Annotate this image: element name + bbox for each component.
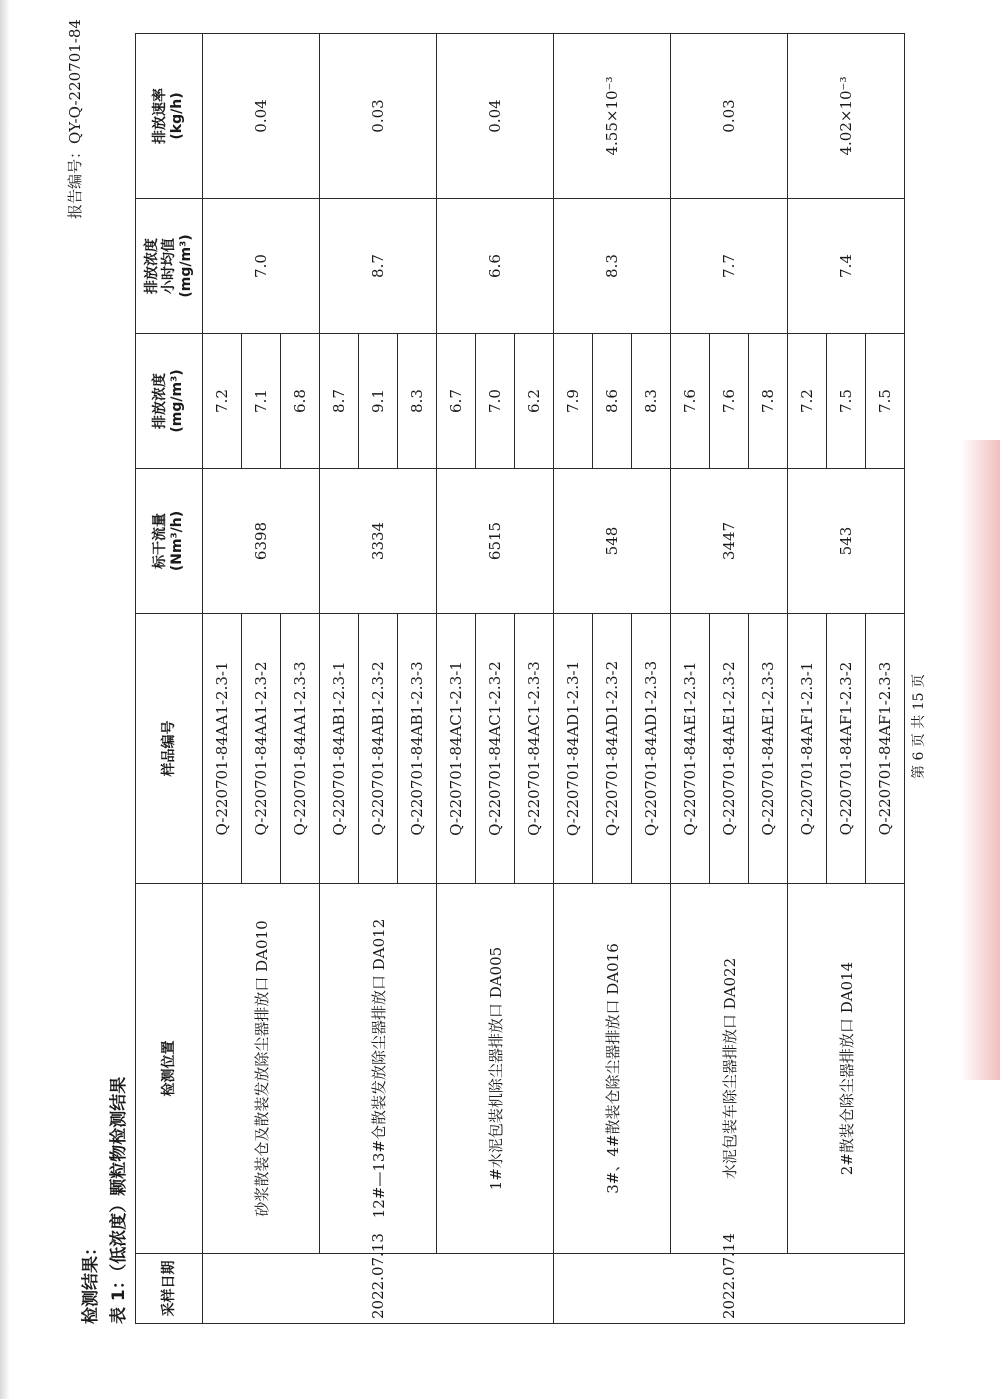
concentration-cell: 8.6: [593, 334, 632, 469]
sample-id-cell: Q-220701-84AE1-2.3-2: [710, 614, 749, 884]
col-date: 采样日期: [136, 1254, 203, 1324]
emission-rate-cell: 0.03: [671, 34, 788, 199]
col-location: 检测位置: [136, 884, 203, 1254]
concentration-cell: 7.5: [866, 334, 905, 469]
flow-cell: 3447: [671, 469, 788, 614]
sample-id-cell: Q-220701-84AD1-2.3-2: [593, 614, 632, 884]
concentration-cell: 7.2: [203, 334, 242, 469]
table-title: 表 1：（低浓度）颗粒物检测结果: [109, 1076, 129, 1324]
emission-rate-cell: 0.04: [203, 34, 320, 199]
sample-id-cell: Q-220701-84AF1-2.3-1: [788, 614, 827, 884]
concentration-cell: 7.8: [749, 334, 788, 469]
concentration-cell: 7.9: [554, 334, 593, 469]
date-cell: 2022.07.13: [203, 1254, 554, 1324]
sample-id-cell: Q-220701-84AD1-2.3-3: [632, 614, 671, 884]
concentration-cell: 6.8: [281, 334, 320, 469]
concentration-cell: 8.3: [398, 334, 437, 469]
concentration-cell: 8.3: [632, 334, 671, 469]
col-hourly-average: 排放浓度 小时均值 (mg/m³): [136, 199, 203, 334]
header-row: [136, 34, 203, 1324]
col-emission-rate: 排放速率 (kg/h): [136, 34, 203, 199]
hourly-average-cell: 8.7: [320, 199, 437, 334]
col-flow: 标干流量 (Nm³/h): [136, 469, 203, 614]
location-cell: 砂浆散装仓及散装发放除尘器排放口 DA010: [203, 884, 320, 1254]
flow-cell: 6398: [203, 469, 320, 614]
concentration-cell: 8.7: [320, 334, 359, 469]
sample-id-cell: Q-220701-84AE1-2.3-3: [749, 614, 788, 884]
sample-id-cell: Q-220701-84AB1-2.3-3: [398, 614, 437, 884]
sample-id-cell: Q-220701-84AC1-2.3-2: [476, 614, 515, 884]
emission-rate-cell: 0.04: [437, 34, 554, 199]
concentration-cell: 7.6: [710, 334, 749, 469]
hourly-average-cell: 7.4: [788, 199, 905, 334]
results-table: [135, 33, 905, 1324]
result-title: 检测结果：: [81, 1239, 101, 1324]
hourly-average-cell: 8.3: [554, 199, 671, 334]
location-cell: 水泥包装车除尘器排放口 DA022: [671, 884, 788, 1254]
emission-rate-cell: 4.55×10⁻³: [554, 34, 671, 199]
sample-id-cell: Q-220701-84AA1-2.3-3: [281, 614, 320, 884]
hourly-average-cell: 7.0: [203, 199, 320, 334]
concentration-cell: 7.6: [671, 334, 710, 469]
table-row: [788, 34, 827, 1324]
sample-id-cell: Q-220701-84AF1-2.3-3: [866, 614, 905, 884]
table-row: [437, 34, 476, 1324]
location-cell: 3#、4#散装仓除尘器排放口 DA016: [554, 884, 671, 1254]
concentration-cell: 7.1: [242, 334, 281, 469]
concentration-cell: 7.0: [476, 334, 515, 469]
concentration-cell: 7.2: [788, 334, 827, 469]
sample-id-cell: Q-220701-84AC1-2.3-3: [515, 614, 554, 884]
concentration-cell: 6.7: [437, 334, 476, 469]
concentration-cell: 7.5: [827, 334, 866, 469]
flow-cell: 548: [554, 469, 671, 614]
sample-id-cell: Q-220701-84AD1-2.3-1: [554, 614, 593, 884]
table-row: [320, 34, 359, 1324]
report-number: 报告编号：QY-Q-220701-84: [66, 19, 84, 219]
concentration-cell: 6.2: [515, 334, 554, 469]
sample-id-cell: Q-220701-84AC1-2.3-1: [437, 614, 476, 884]
location-cell: 12#—13#仓散装发放除尘器排放口 DA012: [320, 884, 437, 1254]
concentration-cell: 9.1: [359, 334, 398, 469]
table-row: [554, 34, 593, 1324]
flow-cell: 543: [788, 469, 905, 614]
col-sample-id: 样品编号: [136, 614, 203, 884]
sample-id-cell: Q-220701-84AB1-2.3-1: [320, 614, 359, 884]
sample-id-cell: Q-220701-84AE1-2.3-1: [671, 614, 710, 884]
sample-id-cell: Q-220701-84AA1-2.3-2: [242, 614, 281, 884]
location-cell: 1#水泥包装机除尘器排放口 DA005: [437, 884, 554, 1254]
sample-id-cell: Q-220701-84AB1-2.3-2: [359, 614, 398, 884]
location-cell: 2#散装仓除尘器排放口 DA014: [788, 884, 905, 1254]
hourly-average-cell: 7.7: [671, 199, 788, 334]
hourly-average-cell: 6.6: [437, 199, 554, 334]
flow-cell: 6515: [437, 469, 554, 614]
flow-cell: 3334: [320, 469, 437, 614]
emission-rate-cell: 0.03: [320, 34, 437, 199]
sample-id-cell: Q-220701-84AF1-2.3-2: [827, 614, 866, 884]
emission-rate-cell: 4.02×10⁻³: [788, 34, 905, 199]
table-row: [203, 34, 242, 1324]
sample-id-cell: Q-220701-84AA1-2.3-1: [203, 614, 242, 884]
table-row: [671, 34, 710, 1324]
col-concentration: 排放浓度 (mg/m³): [136, 334, 203, 469]
date-cell: 2022.07.14: [554, 1254, 905, 1324]
page-footer: 第 6 页 共 15 页: [911, 674, 927, 779]
